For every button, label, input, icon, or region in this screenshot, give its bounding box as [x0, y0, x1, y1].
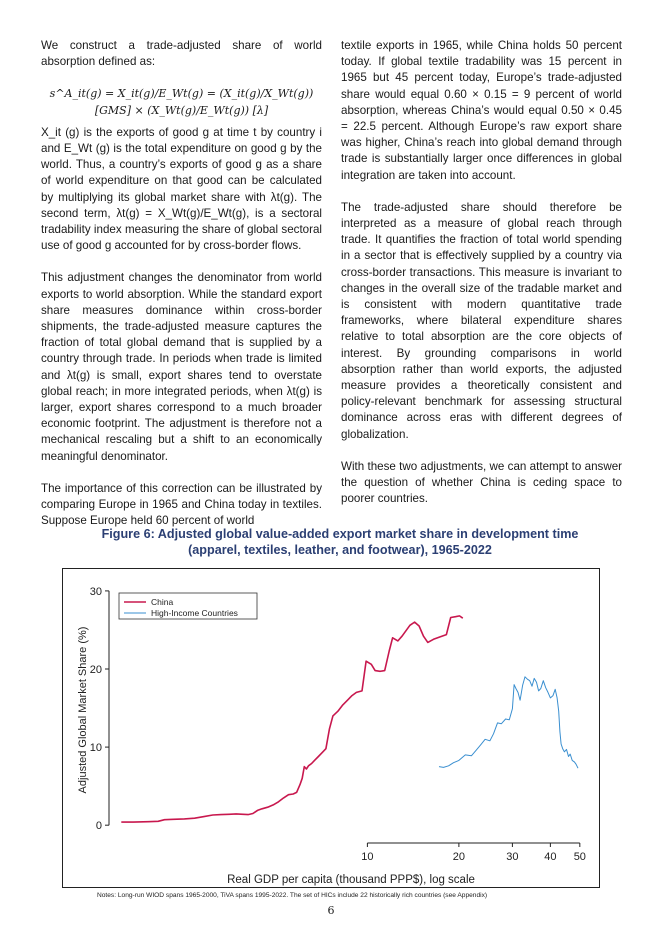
y-tick-label: 10 — [89, 742, 102, 755]
x-tick-label: 50 — [573, 851, 586, 863]
paragraph-example: textile exports in 1965, while China holds 50 percent today. If global textile tradability was 15 percent in 1965 but 45 percent today, Europe’s trade-adjusted share would equal 0.60 × 0.15 = 9 percent of world absorption, whereas China’s would equal 0.50 × 0.45 = 22.5 percent. Although Europe’s raw export share was higher, China’s reach into global demand through trade is substantially larger once differences in global integration are taken into account. — [341, 39, 622, 182]
paragraph-illustration: The importance of this correction can be illustrated by comparing Europe in 1965 and China today in textiles. Suppose Europe held 60 percent of world — [41, 481, 322, 528]
figure-frame — [62, 568, 600, 899]
x-tick-label: 30 — [506, 851, 519, 863]
left-column — [41, 38, 322, 545]
right-column — [341, 38, 622, 523]
page-number: 6 — [327, 904, 335, 917]
equation-trade-adjusted-share: s^A_it(g) = X_it(g)/E_Wt(g) = (X_it(g)/X_Wt(g)) [GMS] × (X_Wt(g)/E_Wt(g)) [λ] — [49, 87, 314, 117]
market-share-chart — [63, 569, 599, 899]
y-tick-label: 0 — [95, 820, 102, 833]
legend-entry-label: High-Income Countries — [151, 608, 238, 618]
y-tick-label: 20 — [89, 664, 102, 676]
figure-title — [60, 526, 620, 558]
series-line-china — [121, 616, 463, 822]
paragraph-interpretation: The trade-adjusted share should therefore be interpreted as a measure of global reach through trade. It quantifies the fraction of total world spending in a sector that is effectively supplied by a country via cross-border transactions. This measure is invariant to changes in the overall size of the tradable market and is consistent with modern quantitative trade frameworks, where bilateral expenditure shares relative to total absorption are the core objects of interest. By grounding comparisons in world absorption rather than world exports, the adjusted measure provides a theoretically consistent and policy-relevant benchmark for assessing structural dominance across eras with different degrees of globalization. — [341, 200, 622, 441]
x-tick-label: 10 — [361, 851, 374, 863]
legend-entry-label: China — [151, 597, 174, 607]
y-tick-label: 30 — [89, 585, 102, 598]
x-tick-label: 40 — [544, 851, 557, 863]
paragraph-intro: We construct a trade-adjusted share of world absorption defined as: — [41, 39, 322, 69]
figure-title-line1: Figure 6: Adjusted global value-added export market share in development time — [101, 527, 579, 541]
paragraph-definitions: X_it (g) is the exports of good g at time t by country i and E_Wt (g) is the total expenditure on good g by the world. Thus, a country’s exports of good g as a share of world expenditure on that good can be calculated by multiplying its global market share with λt(g). The second term, λt(g) = X_Wt(g)/E_Wt(g), is a sectoral tradability index measuring the share of global sectoral use of good g accounted for by cross-border flows. — [41, 125, 322, 253]
y-axis-label: Adjusted Global Market Share (%) — [77, 626, 89, 794]
paragraph-conclusion: With these two adjustments, we can attempt to answer the question of whether China is ceding space to poorer countries. — [341, 459, 622, 506]
figure-title-line2: (apparel, textiles, leather, and footwear), 1965-2022 — [188, 543, 492, 557]
paragraph-adjustment: This adjustment changes the denominator from world exports to world absorption. While the standard export share measures dominance within cross-border shipments, the trade-adjusted measure captures the fraction of total global demand that is supplied by a country through trade. In periods when trade is limited and λt(g) is small, export shares tend to overstate global reach; in more integrated periods, when λt(g) is larger, export shares correspond to a much broader economic footprint. The adjustment is therefore not a mechanical rescaling but a shift to an economically meaningful denominator. — [41, 271, 322, 463]
x-axis-label: Real GDP per capita (thousand PPP$), log scale — [227, 874, 475, 886]
x-tick-label: 20 — [452, 851, 466, 863]
figure-note: Notes: Long-run WIOD spans 1965-2000, TiVA spans 1995-2022. The set of HICs include 22 historically rich countries (see Appendix) — [97, 892, 488, 899]
series-line-high-income — [439, 677, 578, 768]
